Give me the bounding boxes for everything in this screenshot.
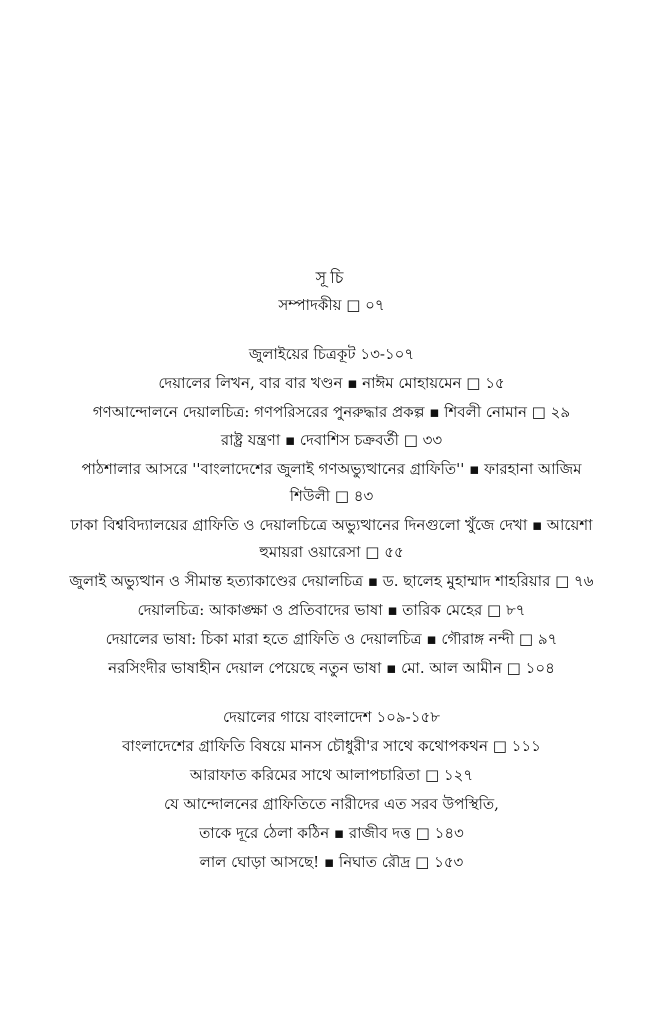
toc-entry: নরসিংদীর ভাষাহীন দেয়াল পেয়েছে নতুন ভাষা ▪ মো. আল আমীন □ ১০৪ [108, 659, 555, 677]
toc-title: সূচি [315, 268, 348, 287]
section-2-heading: দেয়ালের গায়ে বাংলাদেশ ১০৯-১৫৮ [223, 708, 440, 726]
toc-entry: লাল ঘোড়া আসছে! ▪ নিঘাত রৌদ্র □ ১৫৩ [199, 853, 464, 871]
toc-entry: পাঠশালার আসরে ''বাংলাদেশের জুলাই গণঅভ্যুত্থানের গ্রাফিতি'' ▪ ফারহানা আজিম [81, 460, 582, 478]
toc-entry-continued: হুমায়রা ওয়ারেসা □ ৫৫ [259, 543, 404, 561]
toc-entry-continued: শিউলী □ ৪৩ [289, 487, 374, 505]
toc-entry: দেয়ালের ভাষা: চিকা মারা হতে গ্রাফিতি ও দেয়ালচিত্র ▪ গৌরাঙ্গ নন্দী □ ৯৭ [105, 630, 558, 648]
toc-entry: দেয়ালের লিখন, বার বার খণ্ডন ▪ নাঈম মোহায়মেন □ ১৫ [158, 374, 505, 392]
toc-entry: আরাফাত করিমের সাথে আলাপচারিতা □ ১২৭ [189, 766, 474, 784]
editorial-entry: সম্পাদকীয় □ ০৭ [278, 296, 385, 314]
toc-entry: যে আন্দোলনের গ্রাফিতিতে নারীদের এত সরব উপস্থিতি, [164, 795, 499, 813]
toc-entry: জুলাই অভ্যুত্থান ও সীমান্ত হত্যাকাণ্ডের দেয়ালচিত্র ▪ ড. ছালেহ মুহাম্মাদ শাহরিয়ার □ ৭৬ [69, 572, 594, 590]
toc-entry: গণআন্দোলনে দেয়ালচিত্র: গণপরিসরের পুনরুদ্ধার প্রকল্প ▪ শিবলী নোমান □ ২৯ [92, 403, 571, 421]
toc-entry: বাংলাদেশের গ্রাফিতি বিষয়ে মানস চৌধুরী'র সাথে কথোপকথন □ ১১১ [122, 737, 541, 755]
toc-entry-continued: তাকে দূরে ঠেলা কঠিন ▪ রাজীব দত্ত □ ১৪৩ [199, 824, 464, 842]
toc-entry: ঢাকা বিশ্ববিদ্যালয়ের গ্রাফিতি ও দেয়ালচিত্রে অভ্যুত্থানের দিনগুলো খুঁজে দেখা ▪ আয়েশা [70, 516, 593, 534]
toc-entry: রাষ্ট্র যন্ত্রণা ▪ দেবাশিস চক্রবর্তী □ ৩৩ [220, 431, 443, 449]
section-1-heading: জুলাইয়ের চিত্রকূট ১৩-১০৭ [248, 345, 415, 363]
toc-entry: দেয়ালচিত্র: আকাঙ্ক্ষা ও প্রতিবাদের ভাষা ▪ তারিক মেহের □ ৮৭ [137, 601, 526, 619]
